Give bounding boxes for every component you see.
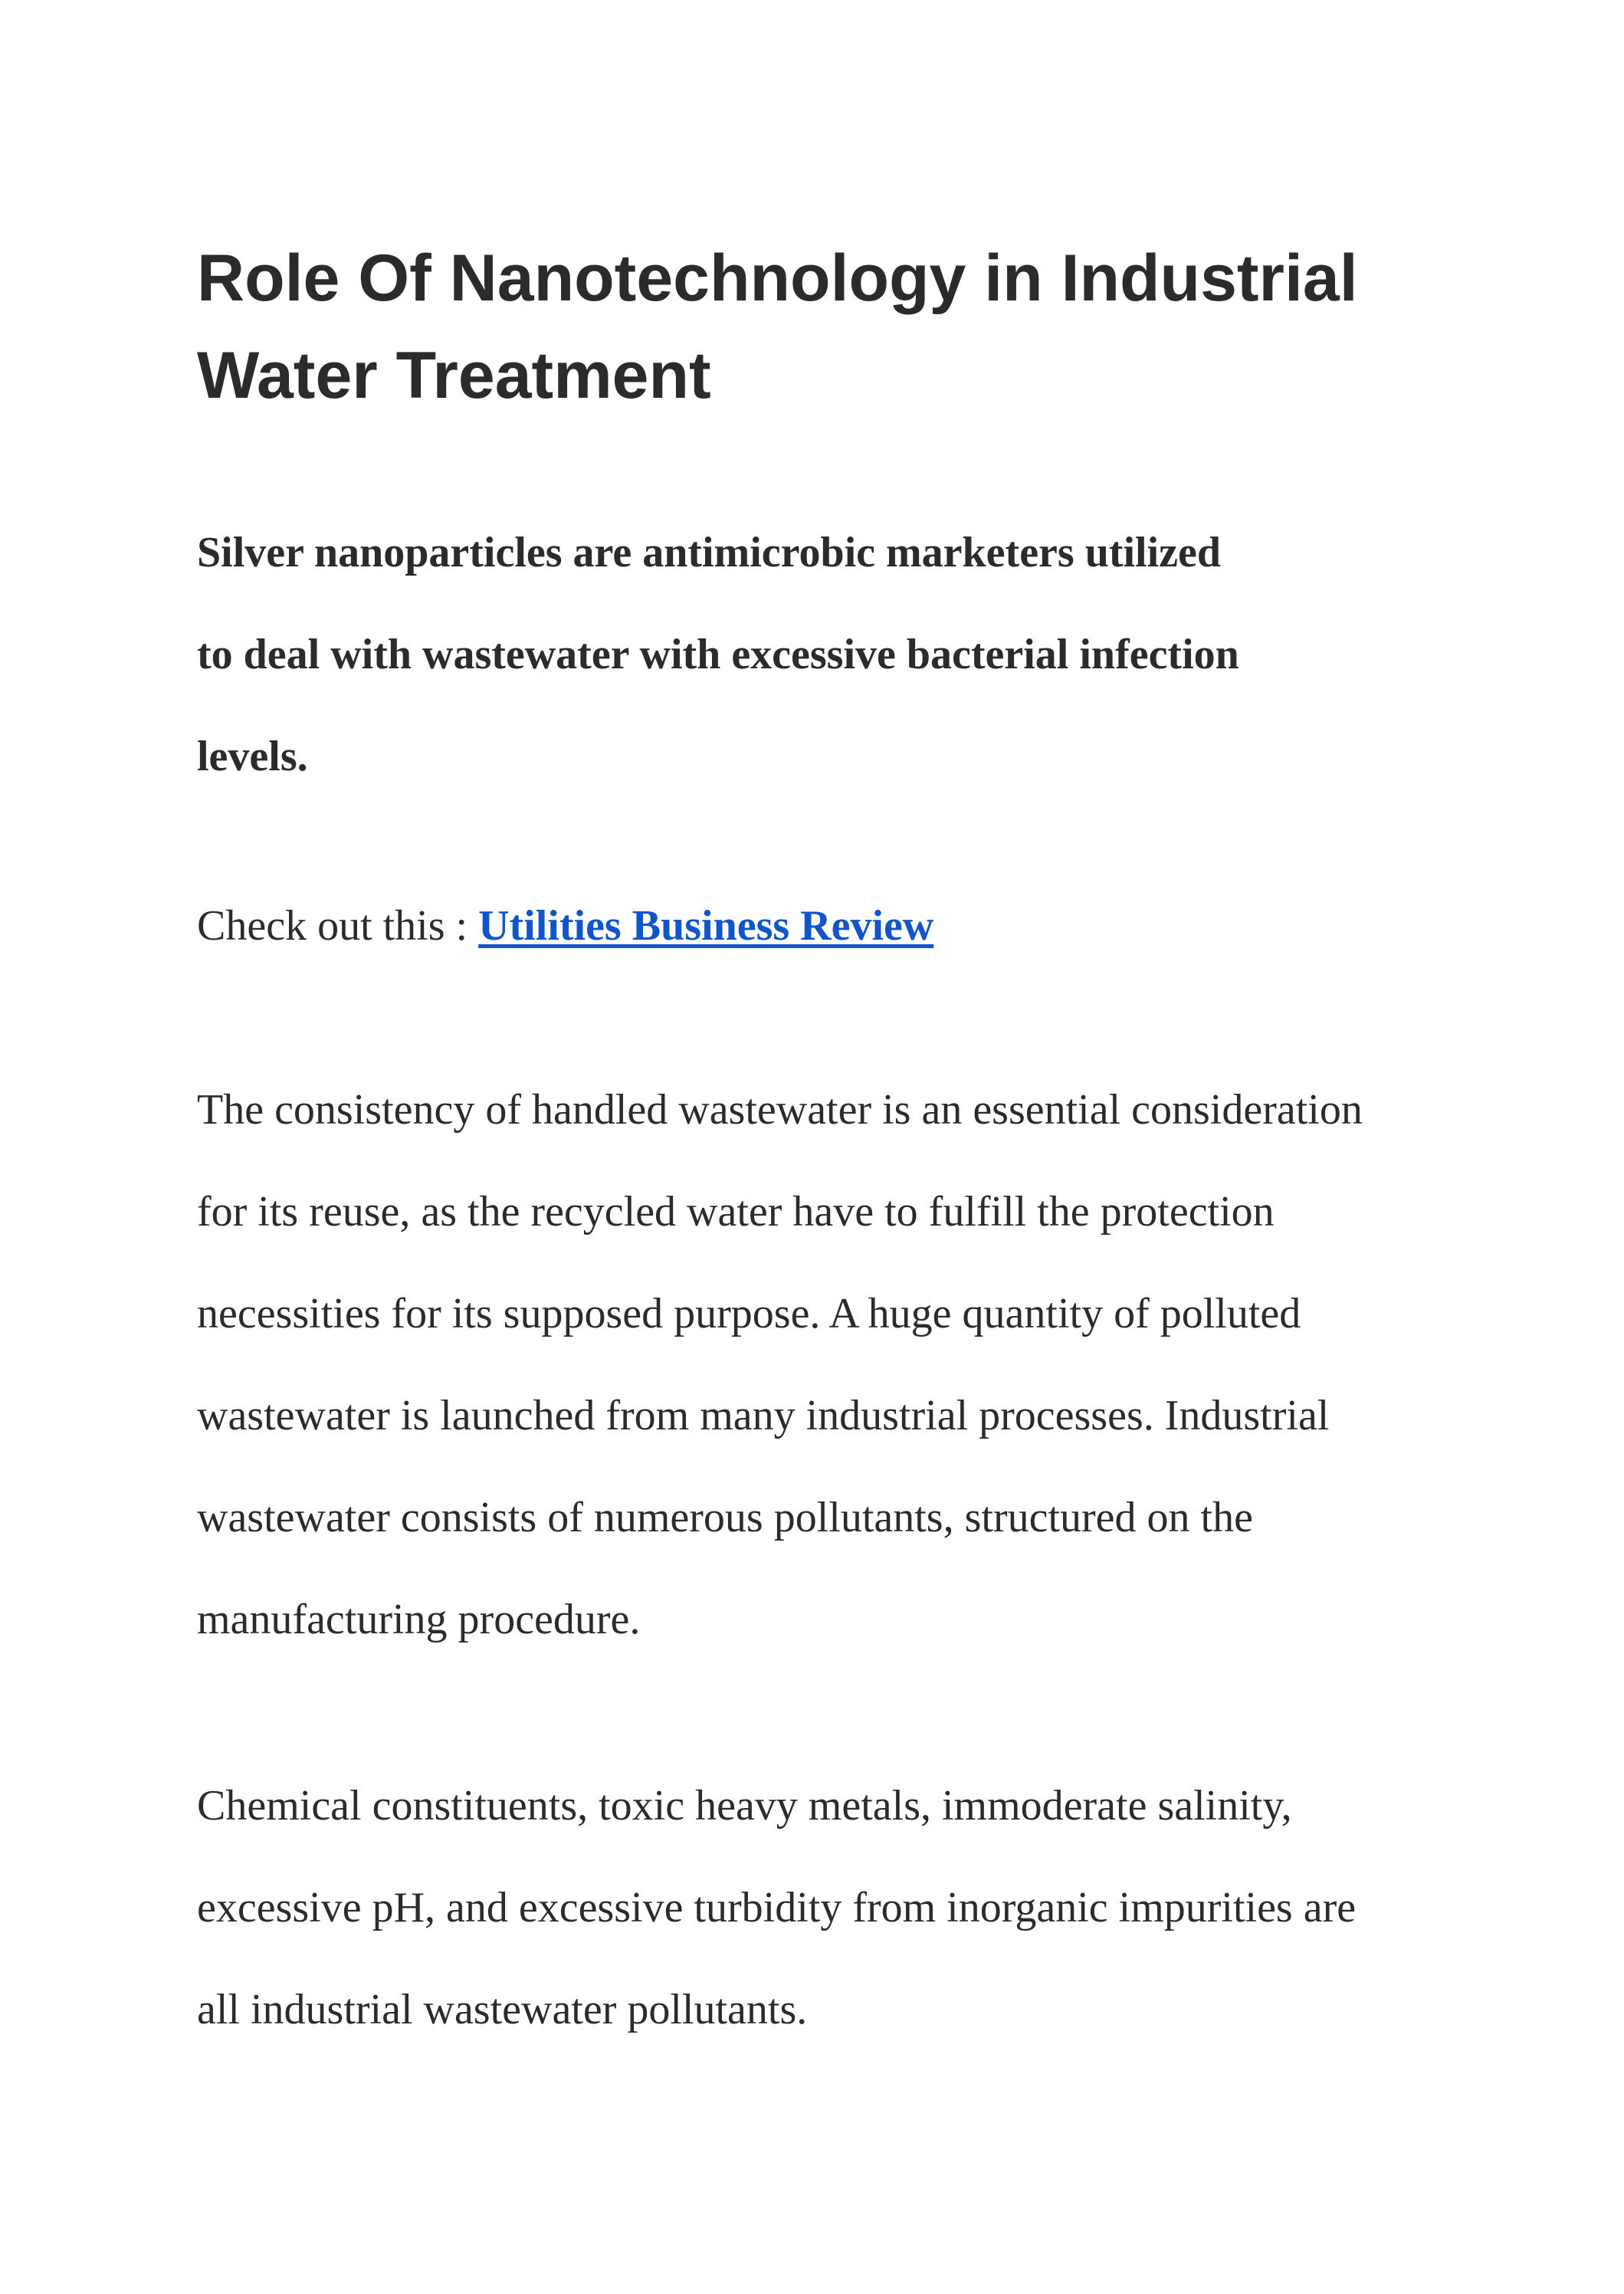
check-out-prefix: Check out this :	[197, 902, 479, 950]
paragraph-2-line-2: excessive pH, and excessive turbidity from inorganic impurities are	[197, 1884, 1357, 1931]
subtitle-line-2: to deal with wastewater with excessive bacterial infection	[197, 631, 1239, 678]
paragraph-1-line-4: wastewater is launched from many industrial processes. Industrial	[197, 1392, 1330, 1439]
utilities-business-review-link[interactable]: Utilities Business Review	[478, 902, 934, 950]
paragraph-1-line-3: necessities for its supposed purpose. A huge quantity of polluted	[197, 1290, 1301, 1337]
page-title	[197, 230, 1462, 425]
paragraph-2-line-3: all industrial wastewater pollutants.	[197, 1986, 808, 2033]
subtitle-line-1: Silver nanoparticles are antimicrobic marketers utilized	[197, 529, 1222, 576]
paragraph-1-line-2: for its reuse, as the recycled water have to fulfill the protection	[197, 1188, 1275, 1236]
paragraph-1-line-5: wastewater consists of numerous pollutants, structured on the	[197, 1494, 1253, 1541]
title-line-1: Role Of Nanotechnology in Industrial	[197, 241, 1358, 315]
paragraph-1	[197, 1059, 1500, 1671]
paragraph-1-line-1: The consistency of handled wastewater is an essential consideration	[197, 1086, 1363, 1134]
paragraph-1-line-6: manufacturing procedure.	[197, 1596, 641, 1643]
subtitle	[197, 502, 1500, 808]
paragraph-2-line-1: Chemical constituents, toxic heavy metals, immoderate salinity,	[197, 1782, 1292, 1830]
subtitle-line-3: levels.	[197, 733, 308, 780]
title-line-2: Water Treatment	[197, 339, 711, 412]
paragraph-2	[197, 1755, 1500, 2061]
check-out-line	[197, 875, 1500, 977]
